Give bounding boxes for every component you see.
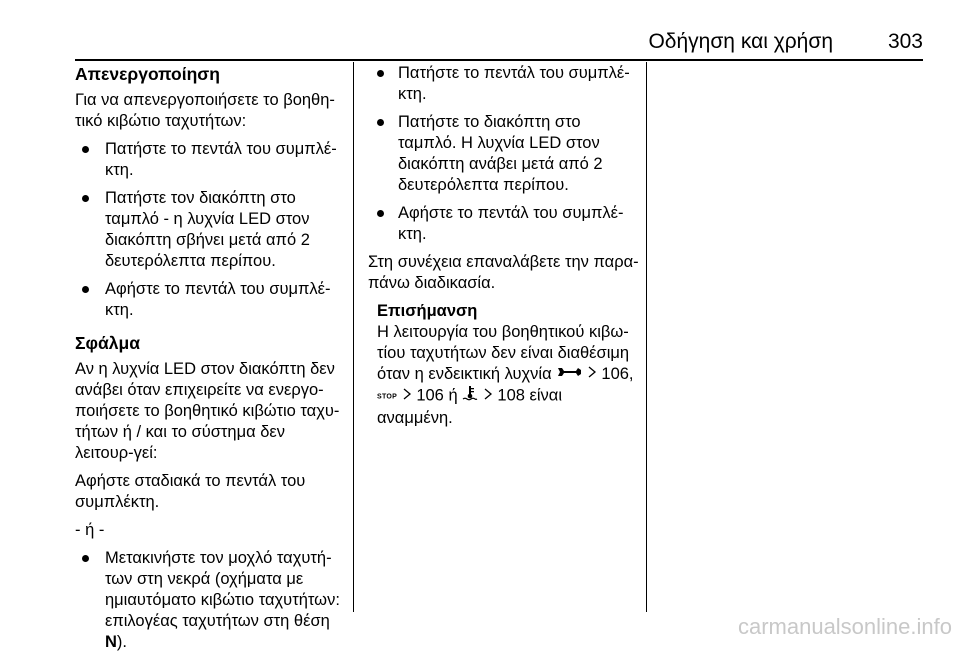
error-action: Αφήστε σταδιακά το πεντάλ του συμπλέκτη.	[75, 472, 306, 511]
reference-arrow-icon	[483, 386, 493, 407]
deactivation-steps	[75, 139, 345, 321]
reference-arrow-icon	[402, 386, 412, 407]
error-heading: Σφάλμα	[75, 333, 140, 353]
page-ref-3: 108 είναι αναμμένη.	[377, 386, 562, 427]
list-item: Πατήστε το διακόπτη στο ταμπλό. Η λυχνία LED στον διακόπτη ανάβει μετά από 2 δευτερόλεπτα περίπου.	[368, 112, 640, 196]
reference-arrow-icon	[587, 364, 597, 385]
deactivation-heading: Απενεργοποίηση	[75, 64, 220, 84]
list-item: Πατήστε το πεντάλ του συμπλέ-κτη.	[75, 139, 345, 181]
column-divider	[646, 62, 647, 612]
coolant-temperature-icon	[462, 385, 478, 407]
list-item	[75, 548, 345, 653]
note-text	[377, 322, 640, 429]
or-separator: - ή -	[75, 521, 105, 539]
list-item: Πατήστε το πεντάλ του συμπλέ-κτη.	[368, 63, 640, 105]
note-box	[368, 301, 640, 429]
activation-steps	[368, 63, 640, 245]
page-ref-1: 106,	[601, 365, 634, 383]
alt-step-text: Μετακινήστε τον μοχλό ταχυτή-των στη νεκρά (οχήματα με ημιαυτόματο κιβώτιο ταχυτήτων: επιλογέας ταχυτήτων στη θέση	[105, 549, 340, 630]
list-item: Αφήστε το πεντάλ του συμπλέ-κτη.	[368, 203, 640, 245]
page-ref-2: 106 ή	[416, 386, 458, 405]
error-text: Αν η λυχνία LED στον διακόπτη δεν ανάβει όταν επιχειρείτε να ενεργο-ποιήσετε το βοηθητικό κιβώτιο ταχυ-τήτων ή / και το σύστημα δεν λειτουρ-γεί:	[75, 360, 340, 462]
left-column	[75, 63, 345, 660]
header-rule	[75, 59, 923, 61]
wrench-icon	[556, 364, 582, 385]
page-number: 303	[887, 30, 923, 53]
list-item: Πατήστε τον διακόπτη στο ταμπλό - η λυχνία LED στον διακόπτη σβήνει μετά από 2 δευτερόλεπτα περίπου.	[75, 188, 345, 272]
alt-steps	[75, 548, 345, 653]
list-item: Αφήστε το πεντάλ του συμπλέ-κτη.	[75, 279, 345, 321]
stop-icon: STOP	[377, 393, 398, 401]
page-header	[75, 26, 923, 58]
repeat-text: Στη συνέχεια επαναλάβετε την παρα-πάνω διαδικασία.	[368, 253, 639, 292]
deactivation-intro: Για να απενεργοποιήσετε το βοηθη-τικό κιβώτιο ταχυτήτων:	[75, 91, 335, 130]
column-divider	[353, 62, 354, 612]
note-title: Επισήμανση	[377, 302, 478, 320]
header-title: Οδήγηση και χρήση	[648, 30, 833, 53]
right-column	[368, 63, 640, 429]
gear-position: N	[105, 633, 117, 651]
note-body: Η λειτουργία του βοηθητικού κιβω-τίου ταχυτήτων δεν είναι διαθέσιμη όταν η ενδεικτική λυχνία	[377, 323, 630, 383]
alt-step-end: ).	[116, 633, 128, 651]
watermark: carmanualsonline.info	[737, 614, 952, 639]
